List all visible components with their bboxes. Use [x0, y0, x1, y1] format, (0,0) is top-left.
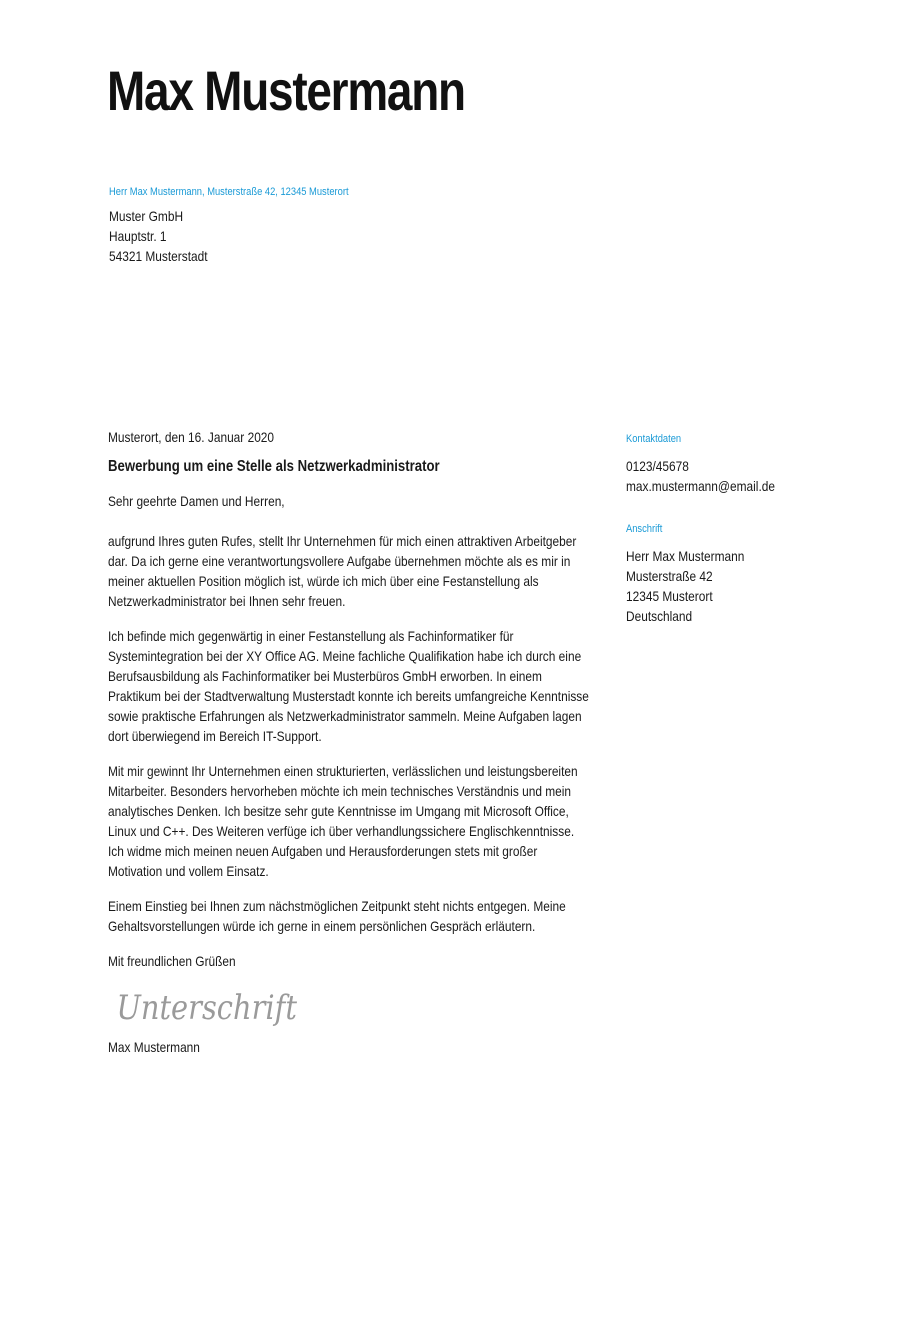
address-line: Deutschland — [626, 608, 693, 624]
letter-body — [108, 427, 593, 1057]
letter-paragraph: Ich befinde mich gegenwärtig in einer Festanstellung als Fachinformatiker für Systemintegration bei der XY Office AG. Meine fachliche Qualifikation habe ich durch eine Berufsausbildung als Fachinformatiker bei Musterbüros GmbH erworben. In einem Praktikum bei der Stadtverwaltung Musterstadt konnte ich bereits umfangreiche Kenntnisse sowie praktische Erfahrungen als Netzwerkadministrator sammeln. Meine Aufgaben lagen dort überwiegend im Bereich IT-Support. — [108, 628, 589, 744]
letter-date: Musterort, den 16. Januar 2020 — [108, 429, 275, 445]
recipient-city: 54321 Musterstadt — [109, 248, 208, 264]
recipient-address — [109, 206, 208, 266]
letter-paragraph: Mit mir gewinnt Ihr Unternehmen einen strukturierten, verlässlichen und leistungsbereiten Mitarbeiter. Besonders hervorheben möchte ich mein technisches Verständnis und mein analytisches Denken. Ich besitze sehr gute Kenntnisse im Umgang mit Microsoft Office, Linux und C++. Des Weiteren verfüge ich über verhandlungssichere Englischkenntnisse. Ich widme mich meinen neuen Aufgaben und Herausforderungen stets mit großer Motivation und vollem Einsatz. — [108, 763, 578, 879]
contact-email: max.mustermann@email.de — [626, 478, 775, 494]
address-line: 12345 Musterort — [626, 588, 713, 604]
signature-image — [115, 983, 310, 1031]
contact-phone: 0123/45678 — [626, 458, 689, 474]
sender-address-line: Herr Max Mustermann, Musterstraße 42, 12345 Musterort — [109, 186, 349, 198]
contact-section — [626, 432, 822, 496]
letter-salutation: Sehr geehrte Damen und Herren, — [108, 493, 285, 509]
letter-paragraph: aufgrund Ihres guten Rufes, stellt Ihr Unternehmen für mich einen attraktiven Arbeitgeber dar. Da ich gerne eine verantwortungsvollere Aufgabe übernehmen möchte als es mir in meiner aktuellen Position möglich ist, würde ich mich über eine Festanstellung als Netzwerkadministrator bei Ihnen sehr freuen. — [108, 533, 577, 609]
letter-signer: Max Mustermann — [108, 1039, 200, 1055]
sidebar — [626, 432, 822, 652]
recipient-company: Muster GmbH — [109, 208, 184, 224]
recipient-street: Hauptstr. 1 — [109, 228, 167, 244]
address-line: Musterstraße 42 — [626, 568, 713, 584]
letter-closing: Mit freundlichen Grüßen — [108, 953, 236, 969]
letter-subject: Bewerbung um eine Stelle als Netzwerkadministrator — [108, 458, 440, 475]
page-title: Max Mustermann — [107, 59, 465, 122]
address-heading: Anschrift — [626, 523, 663, 535]
address-line: Herr Max Mustermann — [626, 548, 745, 564]
signature-text: Unterschrift — [116, 988, 297, 1028]
address-section — [626, 522, 822, 626]
letter-paragraph: Einem Einstieg bei Ihnen zum nächstmöglichen Zeitpunkt steht nichts entgegen. Meine Gehaltsvorstellungen würde ich gerne in einem persönlichen Gespräch erläutern. — [108, 898, 566, 934]
contact-heading: Kontaktdaten — [626, 433, 682, 445]
